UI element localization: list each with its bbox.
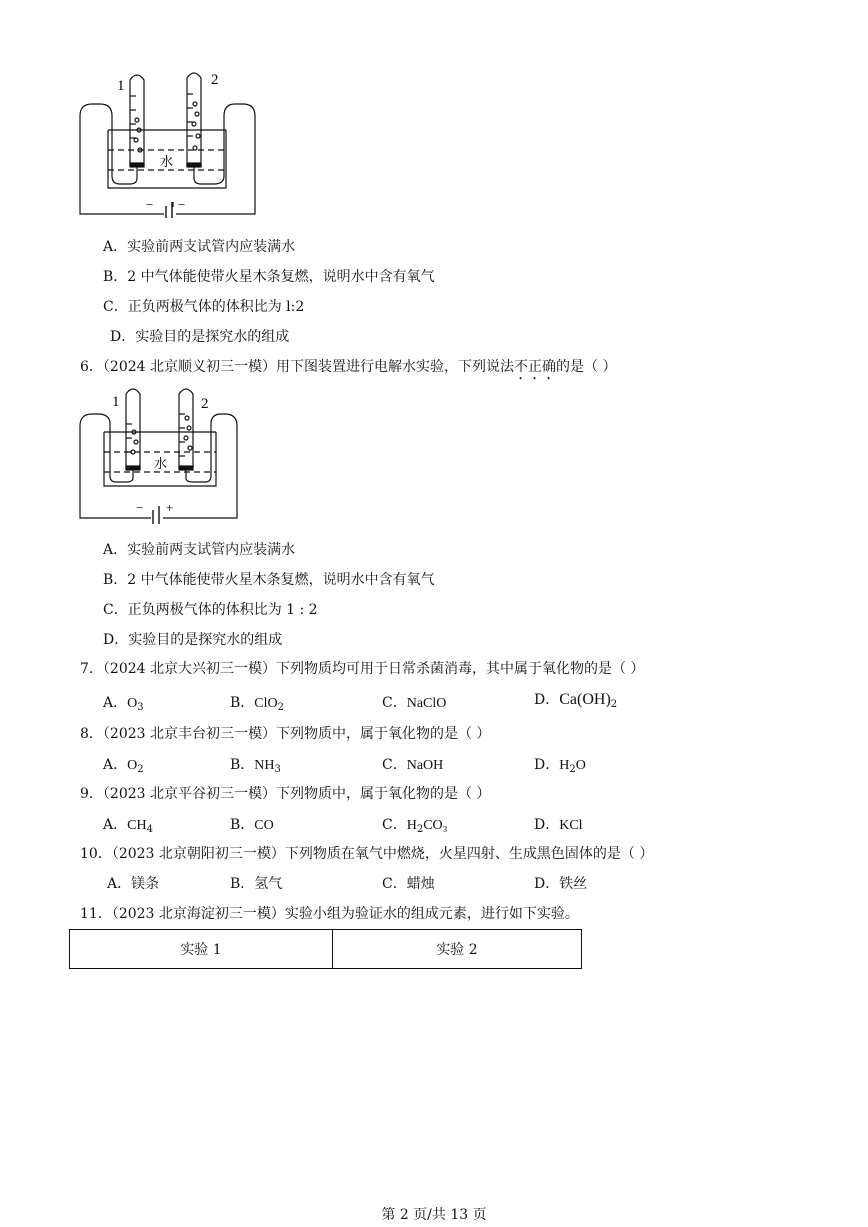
battery-negative-label: − [136, 500, 144, 515]
electrolysis-apparatus-figure-1 [74, 66, 264, 218]
q7-option-d: D．$Ca(OH)_2$ [534, 691, 618, 710]
tube-2-label: 2 [211, 72, 219, 88]
q10-option-c: C．蜡烛 [382, 876, 435, 892]
q10-option-a: A．镁条 [107, 876, 160, 892]
experiment-table [69, 929, 582, 969]
table-header-experiment-1: 实验 1 [70, 930, 333, 969]
q5-option-d: D．实验目的是探究水的组成 [110, 329, 290, 345]
q6-option-d: D．实验目的是探究水的组成 [103, 632, 283, 648]
water-label: 水 [154, 456, 168, 471]
q9-stem: 9．（2023 北京平谷初三一模）下列物质中，属于氧化物的是（ ） [80, 786, 491, 802]
q7-stem: 7．（2024 北京大兴初三一模）下列物质均可用于日常杀菌消毒，其中属于氧化物的是（ ） [80, 661, 645, 677]
q8-option-a: A．$O_2$ [103, 757, 144, 775]
battery-negative-right: − [178, 197, 186, 212]
q9-option-a: A．$CH_4$ [103, 817, 153, 835]
q5-option-a: A．实验前两支试管内应装满水 [103, 239, 296, 255]
q5-option-b: B．2 中气体能使带火星木条复燃，说明水中含有氧气 [103, 269, 435, 285]
page-footer: 第 2 页/共 13 页 [381, 1207, 487, 1223]
q8-stem: 8．（2023 北京丰台初三一模）下列物质中，属于氧化物的是（ ） [80, 726, 491, 742]
q7-option-b: B．ClO$_2$ [230, 695, 285, 713]
q7-option-a: A．$O_3$ [103, 695, 144, 713]
q10-option-d: D．铁丝 [534, 876, 588, 892]
tube-1-label: 1 [112, 394, 120, 410]
battery-positive-label: + [166, 500, 174, 515]
tube-2-label: 2 [201, 396, 209, 412]
q9-option-d: D．KCl [534, 817, 583, 833]
q6-stem: 6．（2024 北京顺义初三一模）用下图装置进行电解水实验，下列说法不正确的是（ ） [80, 359, 617, 375]
water-label: 水 [160, 154, 174, 169]
q7-option-c: C．NaClO [382, 695, 447, 711]
electrolysis-apparatus-figure-2 [74, 382, 244, 524]
q10-option-b: B．氢气 [230, 876, 283, 892]
q9-option-c: C．$H_2CO_3$ [382, 817, 448, 835]
table-header-experiment-2: 实验 2 [333, 930, 582, 969]
q6-emphasis: 不正确 [514, 359, 557, 375]
q5-option-c: C．正负两极气体的体积比为 l:2 [103, 299, 305, 315]
q6-option-c: C．正负两极气体的体积比为 1 : 2 [103, 602, 318, 618]
q8-option-b: B．$NH_3$ [230, 757, 281, 775]
q10-stem: 10．（2023 北京朝阳初三一模）下列物质在氧气中燃烧，火星四射、生成黑色固体的是（ ） [80, 846, 654, 862]
battery-negative-left: − [146, 197, 154, 212]
q8-option-c: C．NaOH [382, 757, 444, 773]
q8-option-d: D．$H_2O$ [534, 757, 586, 775]
q6-option-a: A．实验前两支试管内应装满水 [103, 542, 296, 558]
q9-option-b: B．CO [230, 817, 274, 833]
tube-1-label: 1 [117, 78, 125, 94]
q11-stem: 11．（2023 北京海淀初三一模）实验小组为验证水的组成元素，进行如下实验。 [80, 906, 579, 922]
q6-option-b: B．2 中气体能使带火星木条复燃，说明水中含有氧气 [103, 572, 435, 588]
